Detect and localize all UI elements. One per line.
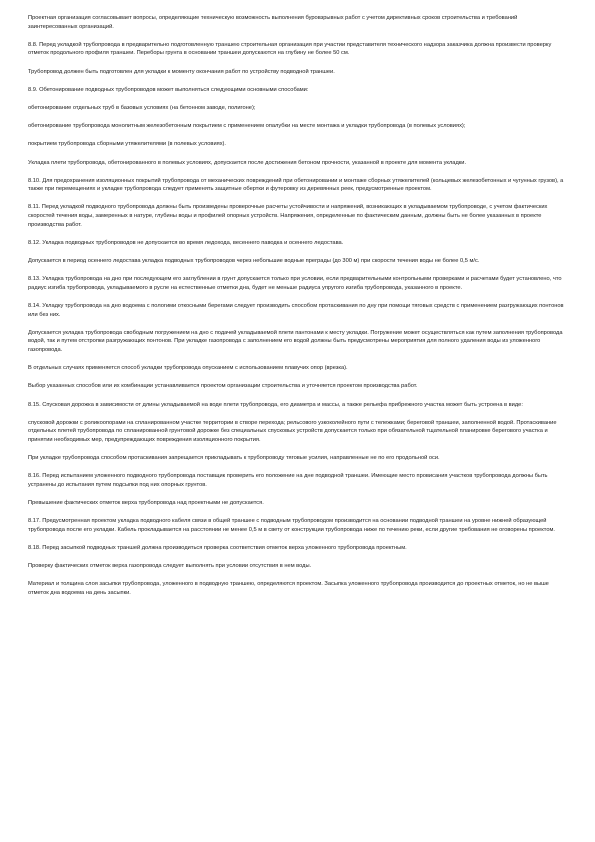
paragraph: Выбор указанных способов или их комбинации устанавливается проектом организации строительства и уточняется проектом производства работ.: [28, 383, 418, 390]
paragraph: Допускается укладка трубопровода свободным погружением на дно с подачей укладываемой плети пантонами к месту укладки. Погружение может осуществляться как путем заполнения трубопровода водой, так и путем отстропки разгружающих понтонов. При укладке газопровода с заполнением его водой должны быть предусмотрены мероприятия для полного удаления воды из уложенного газопровода.: [28, 329, 563, 353]
paragraph: 8.14. Укладку трубопровода на дно водоема с пологими откосными берегами следует производить способом протаскивания по дну при помощи тяговых средств с применением разгружающих понтонов или без них.: [28, 303, 564, 318]
paragraph: 8.9. Обетонирование подводных трубопроводов может выполняться следующими основными способами:: [28, 86, 309, 93]
paragraph: обетонирование отдельных труб в базовых условиях (на бетонном заводе, полигоне);: [28, 104, 256, 111]
paragraph: Превышение фактических отметок верха трубопровода над проектными не допускается.: [28, 500, 264, 507]
paragraph: покрытием трубопровода сборными утяжелителями (в полевых условиях).: [28, 141, 227, 148]
paragraph: Укладка плети трубопровода, обетонированного в полевых условиях, допускается после достижения бетоном прочности, указанной в проекте для момента укладки.: [28, 159, 467, 166]
paragraph: Трубопровод должен быть подготовлен для укладки к моменту окончания работ по устройству подводной траншеи.: [28, 68, 335, 75]
paragraph: 8.10. Для предохранения изоляционных покрытий трубопровода от механических повреждений при обетонировании и монтаже сборных утяжелителей (кольцевых железобетонных и чугунных грузов), а также при перемещениях и укладке трубопровода следует применять защитные обертки и футеровку из деревянных реек, предусмотренные проектом.: [28, 177, 564, 193]
paragraph: спусковой дорожки с роликоопорами на спланированном участке территории в створе перехода; рельсового узкоколейного пути с тележками; береговой траншеи, заполненной водой. Протаскивание отдельных плетей трубопровода по спланированной грунтовой дорожке без специальных спусковых устройств допускается только при обязательной тщательной планировке берегового участка и принятии необходимых мер, предупреждающих повреждения изоляционного покрытия.: [28, 419, 557, 443]
paragraph: При укладке трубопровода способом протаскивания запрещается прикладывать к трубопроводу тяговые усилия, направленные не по его продольной оси.: [28, 455, 440, 462]
paragraph: 8.16. Перед испытанием уложенного подводного трубопровода поставщик проверить его положение на дне подводной траншеи. Имеющие место провисания участков трубопровода должны быть устранены до испытания путем подсыпки под них опорных грунтов.: [28, 473, 548, 488]
paragraph: обетонирование трубопровода монолитным железобетонным покрытием с применением опалубки на месте монтажа и укладки трубопровода (в полевых условиях);: [28, 123, 466, 130]
paragraph: 8.17. Предусмотренная проектом укладка подводного кабеля связи в общей траншее с подводным трубопроводом производится на основании подводной траншеи на уровне нижней образующей трубопровода после его укладки. Кабель прокладывается на расстоянии не менее 0,5 м в свету от конструкции трубопровода ниже по течению реки, если другие требования не оговорены проектом.: [28, 518, 555, 533]
paragraph: Проверку фактических отметок верха газопровода следует выполнять при условии отсутствия в нем воды.: [28, 563, 312, 570]
paragraph: 8.15. Спусковая дорожка в зависимости от длины укладываемой на воде плети трубопровода, его диаметра и массы, а также рельефа прибрежного участка может быть устроена в виде:: [28, 401, 523, 408]
paragraph: 8.11. Перед укладкой подводного трубопровода должны быть произведены проверочные расчеты устойчивости и напряжений, возникающих в укладываемом трубопроводе, с учетом фактических скоростей течения воды, замеренных в натуре, глубины воды и профилей опорных устройств. Напряжения, определенные по фактическим данным, должны быть не более указанных в проекте производства работ.: [28, 204, 548, 228]
paragraph: Допускается в период осеннего ледостава укладка подводных трубопроводов через небольшие водные преграды (до 300 м) при скорости течения воды не более 0,5 м/с.: [28, 258, 480, 265]
paragraph: Материал и толщина слоя засыпки трубопровода, уложенного в подводную траншею, определяются проектом. Засыпка уложенного трубопровода производится до проектных отметок, но не выше отметок дна водоема на день засыпки.: [28, 581, 549, 596]
paragraph: В отдельных случаях применяется способ укладки трубопровода опусканием с использованием плавучих опор (врезка).: [28, 365, 348, 372]
paragraph: 8.8. Перед укладкой трубопровода в предварительно подготовленную траншею строительная организация при участии представителя технического надзора заказчика должна произвести проверку отметок продольного профиля траншеи. Переборы грунта в основании траншеи допускаются на глубину не более 50 см.: [28, 41, 552, 57]
document-body: [28, 14, 568, 607]
paragraph: Проектная организация согласовывает вопросы, определяющие техническую возможность выполнения буровзрывных работ с учетом директивных сроков строительства и требований заинтересованных организаций.: [28, 15, 518, 30]
paragraph: 8.13. Укладка трубопровода на дно при последующем его заглублении в грунт допускается только при условии, если предварительными контрольными проверками и расчетами будет установлено, что радиус изгиба трубопровода, укладываемого в русле на естественные отметки дна, будет не меньше радиуса упругого изгиба трубопровода, указанного в проекте.: [28, 276, 562, 291]
paragraph: 8.12. Укладка подводных трубопроводов не допускается во время ледохода, весеннего паводка и осеннего ледостава.: [28, 239, 344, 246]
paragraph: 8.18. Перед засыпкой подводных траншей должна производиться проверка соответствия отметок верха уложенного трубопровода проектным.: [28, 545, 407, 552]
